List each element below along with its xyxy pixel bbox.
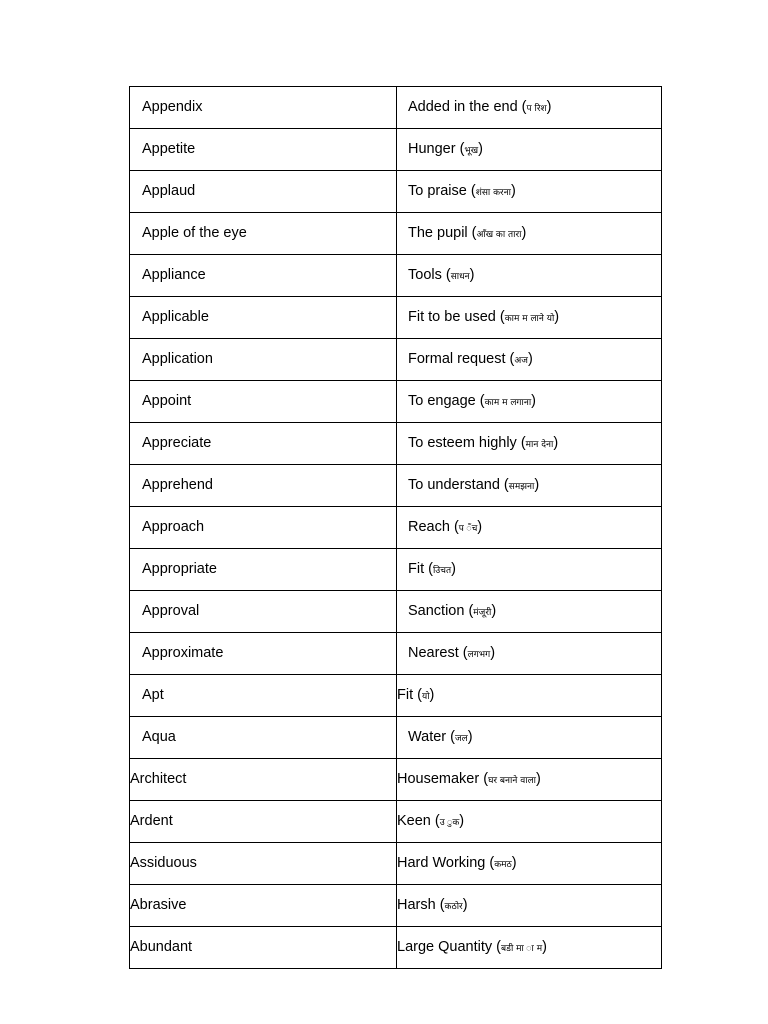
meaning-cell: To understand (समझना): [397, 465, 662, 507]
meaning-text: To esteem highly: [408, 434, 517, 451]
hindi-meaning-text: उ ुक: [439, 817, 460, 828]
hindi-meaning-text: प ँच: [458, 523, 478, 534]
meaning-cell: Keen (उ ुक): [397, 801, 662, 843]
table-row: [130, 87, 662, 129]
table-row: [130, 255, 662, 297]
hindi-meaning-text: आँख का तारा: [476, 229, 522, 240]
hindi-meaning-text: मान देना: [525, 439, 554, 450]
table-row: [130, 591, 662, 633]
vocabulary-table-body: [130, 87, 662, 969]
word-text: Apt: [142, 686, 164, 703]
meaning-cell: Harsh (कठोर): [397, 885, 662, 927]
meaning-cell: Formal request (अज): [397, 339, 662, 381]
word-cell: [130, 381, 397, 423]
word-text: Appreciate: [142, 434, 212, 451]
word-cell: [130, 885, 397, 927]
table-row: [130, 381, 662, 423]
meaning-cell: Fit (यो): [397, 675, 662, 717]
meaning-cell: Large Quantity (बडी मा ा म): [397, 927, 662, 969]
hindi-meaning-text: समझना: [508, 481, 535, 492]
meaning-text: The pupil: [408, 224, 468, 241]
table-row: [130, 885, 662, 927]
meaning-cell: Sanction (मंजूरी): [397, 591, 662, 633]
hindi-meaning-text: यो: [421, 691, 430, 702]
word-text: Applaud: [142, 182, 196, 199]
meaning-cell: Hunger (भूख): [397, 129, 662, 171]
table-row: [130, 213, 662, 255]
word-text: Abrasive: [130, 896, 187, 913]
meaning-text: Keen: [397, 812, 431, 829]
word-text: Apprehend: [142, 476, 213, 493]
table-row: [130, 423, 662, 465]
meaning-text: Hunger: [408, 140, 456, 157]
table-row: [130, 633, 662, 675]
word-text: Approval: [142, 602, 200, 619]
word-cell: [130, 129, 397, 171]
word-cell: [130, 87, 397, 129]
table-row: [130, 801, 662, 843]
hindi-meaning-text: मंजूरी: [473, 607, 492, 618]
word-text: Abundant: [130, 938, 193, 955]
word-cell: [130, 591, 397, 633]
word-cell: [130, 213, 397, 255]
meaning-cell: The pupil (आँख का तारा): [397, 213, 662, 255]
word-cell: [130, 759, 397, 801]
meaning-text: Fit to be used: [408, 308, 496, 325]
hindi-meaning-text: कठोर: [444, 901, 463, 912]
word-cell: [130, 171, 397, 213]
word-cell: [130, 801, 397, 843]
word-cell: [130, 675, 397, 717]
hindi-meaning-text: शंसा करना: [475, 187, 512, 198]
table-row: [130, 171, 662, 213]
meaning-text: Hard Working: [397, 854, 486, 871]
word-cell: [130, 507, 397, 549]
hindi-meaning-text: घर बनाने वाला: [488, 775, 537, 786]
word-cell: [130, 843, 397, 885]
meaning-text: Nearest: [408, 644, 459, 661]
meaning-cell: Nearest (लगभग): [397, 633, 662, 675]
word-text: Aqua: [142, 728, 176, 745]
word-cell: [130, 549, 397, 591]
table-row: [130, 339, 662, 381]
word-text: Application: [142, 350, 213, 367]
hindi-meaning-text: कमठ: [494, 859, 512, 870]
word-text: Appliance: [142, 266, 206, 283]
table-row: [130, 759, 662, 801]
meaning-text: Fit: [408, 560, 425, 577]
meaning-cell: Hard Working (कमठ): [397, 843, 662, 885]
hindi-meaning-text: बडी मा ा म: [500, 943, 543, 954]
meaning-cell: Tools (साधन): [397, 255, 662, 297]
word-text: Appoint: [142, 392, 192, 409]
hindi-meaning-text: अज: [514, 355, 528, 366]
meaning-text: To engage: [408, 392, 476, 409]
meaning-text: To understand: [408, 476, 500, 493]
table-row: [130, 507, 662, 549]
meaning-text: Sanction: [408, 602, 465, 619]
word-cell: [130, 717, 397, 759]
hindi-meaning-text: काम म लाने यो: [504, 313, 555, 324]
word-text: Appendix: [142, 98, 203, 115]
table-row: [130, 927, 662, 969]
meaning-text: Water: [408, 728, 447, 745]
meaning-text: To praise: [408, 182, 467, 199]
meaning-text: Large Quantity: [397, 938, 493, 955]
table-row: [130, 843, 662, 885]
word-text: Applicable: [142, 308, 209, 325]
hindi-meaning-text: प रिश: [526, 103, 547, 114]
meaning-text: Reach: [408, 518, 450, 535]
table-row: [130, 297, 662, 339]
meaning-cell: Water (जल): [397, 717, 662, 759]
word-cell: [130, 297, 397, 339]
word-cell: [130, 423, 397, 465]
meaning-cell: To esteem highly (मान देना): [397, 423, 662, 465]
word-text: Architect: [130, 770, 187, 787]
word-text: Ardent: [130, 812, 173, 829]
meaning-cell: To engage (काम म लगाना): [397, 381, 662, 423]
hindi-meaning-text: साधन: [450, 271, 470, 282]
word-text: Appropriate: [142, 560, 217, 577]
word-text: Assiduous: [130, 854, 197, 871]
meaning-text: Tools: [408, 266, 442, 283]
word-cell: [130, 255, 397, 297]
hindi-meaning-text: लगभग: [467, 649, 491, 660]
word-text: Apple of the eye: [142, 224, 247, 241]
table-row: [130, 675, 662, 717]
word-cell: [130, 339, 397, 381]
hindi-meaning-text: उिचत: [432, 565, 452, 576]
word-text: Approach: [142, 518, 205, 535]
hindi-meaning-text: भूख: [464, 145, 479, 156]
meaning-text: Added in the end: [408, 98, 518, 115]
vocabulary-table: [129, 86, 662, 969]
meaning-text: Formal request: [408, 350, 506, 367]
meaning-cell: Fit (उिचत): [397, 549, 662, 591]
word-cell: [130, 633, 397, 675]
meaning-cell: To praise (शंसा करना): [397, 171, 662, 213]
table-row: [130, 465, 662, 507]
meaning-cell: Reach (प ँच): [397, 507, 662, 549]
hindi-meaning-text: काम म लगाना: [484, 397, 532, 408]
meaning-cell: Housemaker (घर बनाने वाला): [397, 759, 662, 801]
word-text: Appetite: [142, 140, 196, 157]
meaning-cell: Fit to be used (काम म लाने यो): [397, 297, 662, 339]
word-cell: [130, 465, 397, 507]
meaning-cell: Added in the end (प रिश): [397, 87, 662, 129]
word-text: Approximate: [142, 644, 224, 661]
meaning-text: Housemaker: [397, 770, 480, 787]
word-cell: [130, 927, 397, 969]
meaning-text: Harsh: [397, 896, 436, 913]
table-row: [130, 129, 662, 171]
meaning-text: Fit: [397, 686, 414, 703]
hindi-meaning-text: जल: [455, 733, 468, 744]
table-row: [130, 717, 662, 759]
table-row: [130, 549, 662, 591]
